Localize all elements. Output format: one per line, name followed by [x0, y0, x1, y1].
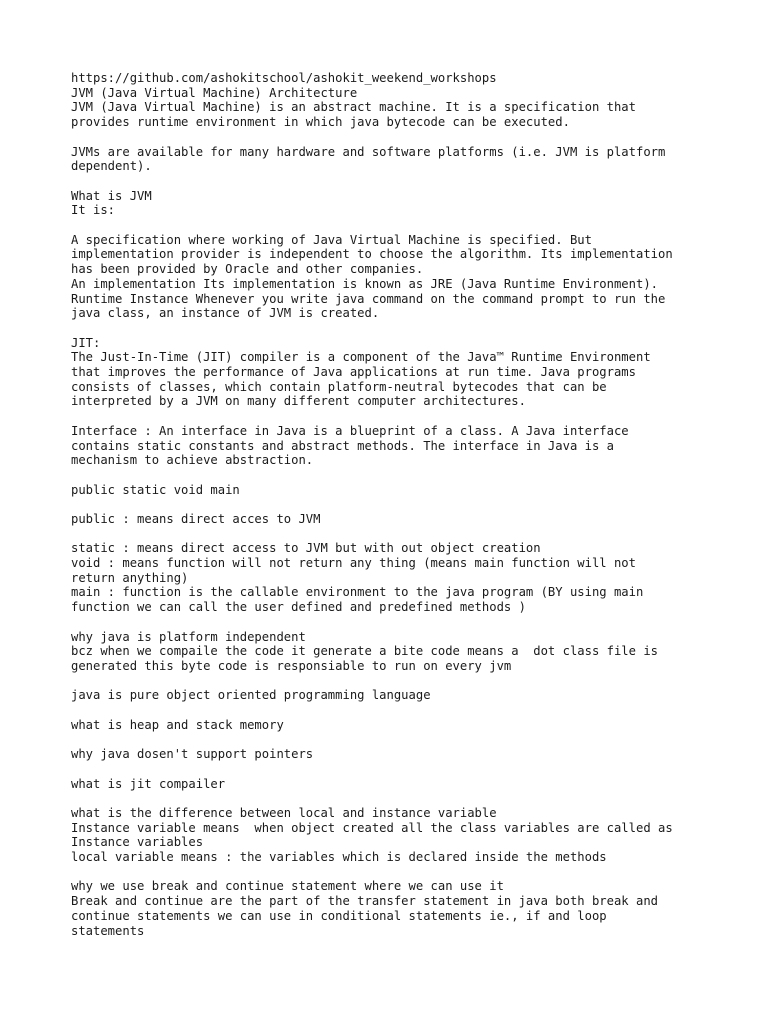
text-line: The Just-In-Time (JIT) compiler is a component of the Java™ Runtime Environment — [71, 350, 651, 365]
text-line: public : means direct acces to JVM — [71, 511, 321, 526]
text-line: has been provided by Oracle and other companies. — [71, 262, 424, 277]
text-line: Interface : An interface in Java is a blueprint of a class. A Java interface — [71, 423, 629, 438]
text-line: continue statements we can use in conditional statements ie., if and loop — [71, 908, 607, 923]
text-line: contains static constants and abstract methods. The interface in Java is a — [71, 438, 614, 453]
text-paragraph — [71, 630, 731, 674]
text-paragraph — [71, 806, 731, 865]
text-paragraph — [71, 541, 731, 615]
text-paragraph — [71, 512, 731, 527]
text-line: provides runtime environment in which java bytecode can be executed. — [71, 115, 570, 130]
text-line: that improves the performance of Java applications at run time. Java programs — [71, 365, 636, 379]
text-line: generated this byte code is responsiable to run on every jvm — [71, 658, 512, 673]
text-line: Runtime Instance Whenever you write java command on the command prompt to run the — [71, 291, 666, 306]
text-line: Instance variables — [71, 835, 204, 850]
text-line: interpreted by a JVM on many different computer architectures. — [71, 394, 526, 409]
text-paragraph — [71, 777, 731, 792]
text-line: mechanism to achieve abstraction. — [71, 453, 314, 468]
text-paragraph — [71, 688, 731, 703]
text-line: It is: — [71, 203, 116, 218]
text-line: java is pure object oriented programming language — [71, 688, 431, 703]
text-line: static : means direct access to JVM but with out object creation — [71, 541, 541, 556]
text-line: statements — [71, 923, 145, 938]
text-line: function we can call the user defined and predefined methods ) — [71, 600, 526, 615]
text-line: JVM (Java Virtual Machine) is an abstract machine. It is a specification that — [71, 100, 636, 115]
text-line: A specification where working of Java Virtual Machine is specified. But — [71, 232, 592, 247]
text-paragraph — [71, 336, 731, 410]
text-paragraph — [71, 71, 731, 130]
text-line: why we use break and continue statement where we can use it — [71, 879, 504, 894]
text-paragraph — [71, 879, 731, 938]
text-line: what is heap and stack memory — [71, 717, 284, 732]
text-line: void : means function will not return any thing (means main function will not — [71, 556, 636, 571]
text-line: java class, an instance of JVM is created. — [71, 306, 380, 321]
text-paragraph — [71, 189, 731, 218]
text-line: Instance variable means when object created all the class variables are called as — [71, 820, 673, 835]
text-line: local variable means : the variables which is declared inside the methods — [71, 850, 607, 865]
text-line: what is the difference between local and instance variable — [71, 805, 497, 820]
text-line: public static void main — [71, 482, 240, 497]
text-line: return anything) — [71, 570, 189, 585]
text-line: main : function is the callable environment to the java program (BY using main — [71, 585, 644, 600]
text-line: https://github.com/ashokitschool/ashokit_weekend_workshops — [71, 71, 497, 85]
document-page — [71, 71, 731, 953]
text-line: JVMs are available for many hardware and software platforms (i.e. JVM is platform — [71, 144, 666, 159]
text-line: what is jit compailer — [71, 776, 226, 791]
text-line: dependent). — [71, 159, 152, 174]
text-line: bcz when we compaile the code it generate a bite code means a dot class file is — [71, 644, 658, 659]
text-line: why java dosen't support pointers — [71, 747, 314, 762]
text-line: What is JVM — [71, 188, 152, 203]
text-line: why java is platform independent — [71, 629, 306, 644]
text-paragraph — [71, 424, 731, 468]
text-paragraph — [71, 718, 731, 733]
text-line: JVM (Java Virtual Machine) Architecture — [71, 85, 358, 100]
text-line: implementation provider is independent to choose the algorithm. Its implementation — [71, 247, 673, 262]
text-paragraph — [71, 483, 731, 498]
text-line: An implementation Its implementation is known as JRE (Java Runtime Environment). — [71, 276, 658, 291]
text-line: Break and continue are the part of the transfer statement in java both break and — [71, 894, 658, 909]
text-paragraph — [71, 233, 731, 321]
text-paragraph — [71, 747, 731, 762]
text-paragraph — [71, 145, 731, 174]
text-line: consists of classes, which contain platform-neutral bytecodes that can be — [71, 379, 607, 394]
text-line: JIT: — [71, 335, 101, 350]
